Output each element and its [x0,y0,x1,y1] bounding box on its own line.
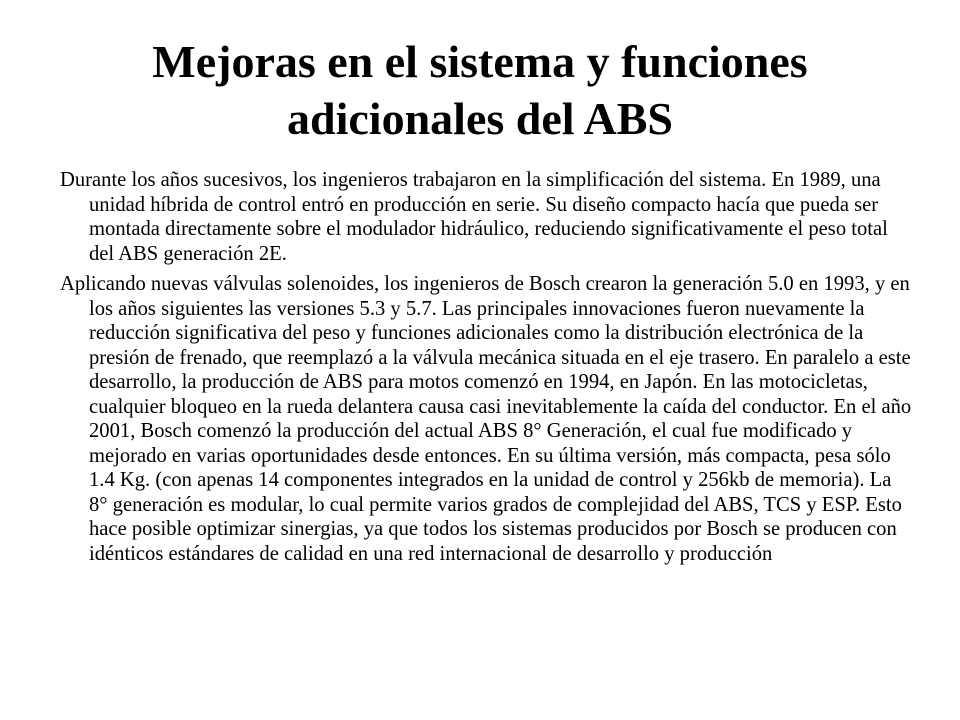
slide-body [60,168,912,572]
slide-title: Mejoras en el sistema y funciones adicionales del ABS [152,36,808,144]
body-paragraph-2: Aplicando nuevas válvulas solenoides, los ingenieros de Bosch crearon la generación 5.0 en 1993, y en los años siguientes las versiones 5.3 y 5.7. Las principales innovaciones fueron nuevamente la reducción significativa del peso y funciones adicionales como la distribución electrónica de la presión de frenado, que reemplazó a la válvula mecánica situada en el eje trasero. En paralelo a este desarrollo, la producción de ABS para motos comenzó en 1994, en Japón. En las motocicletas, cualquier bloqueo en la rueda delantera causa casi inevitablemente la caída del conductor. En el año 2001, Bosch comenzó la producción del actual ABS 8° Generación, el cual fue modificado y mejorado en varias oportunidades desde entonces. En su última versión, más compacta, pesa sólo 1.4 Kg. (con apenas 14 componentes integrados en la unidad de control y 256kb de memoria). La 8° generación es modular, lo cual permite varios grados de complejidad del ABS, TCS y ESP. Esto hace posible optimizar sinergias, ya que todos los sistemas producidos por Bosch se producen con idénticos estándares de calidad en una red internacional de desarrollo y producción [60,273,912,565]
body-paragraph-1: Durante los años sucesivos, los ingenieros trabajaron en la simplificación del sistema. En 1989, una unidad híbrida de control entró en producción en serie. Su diseño compacto hacía que pueda ser montada directamente sobre el modulador hidráulico, reduciendo significativamente el peso total del ABS generación 2E. [60,169,888,265]
